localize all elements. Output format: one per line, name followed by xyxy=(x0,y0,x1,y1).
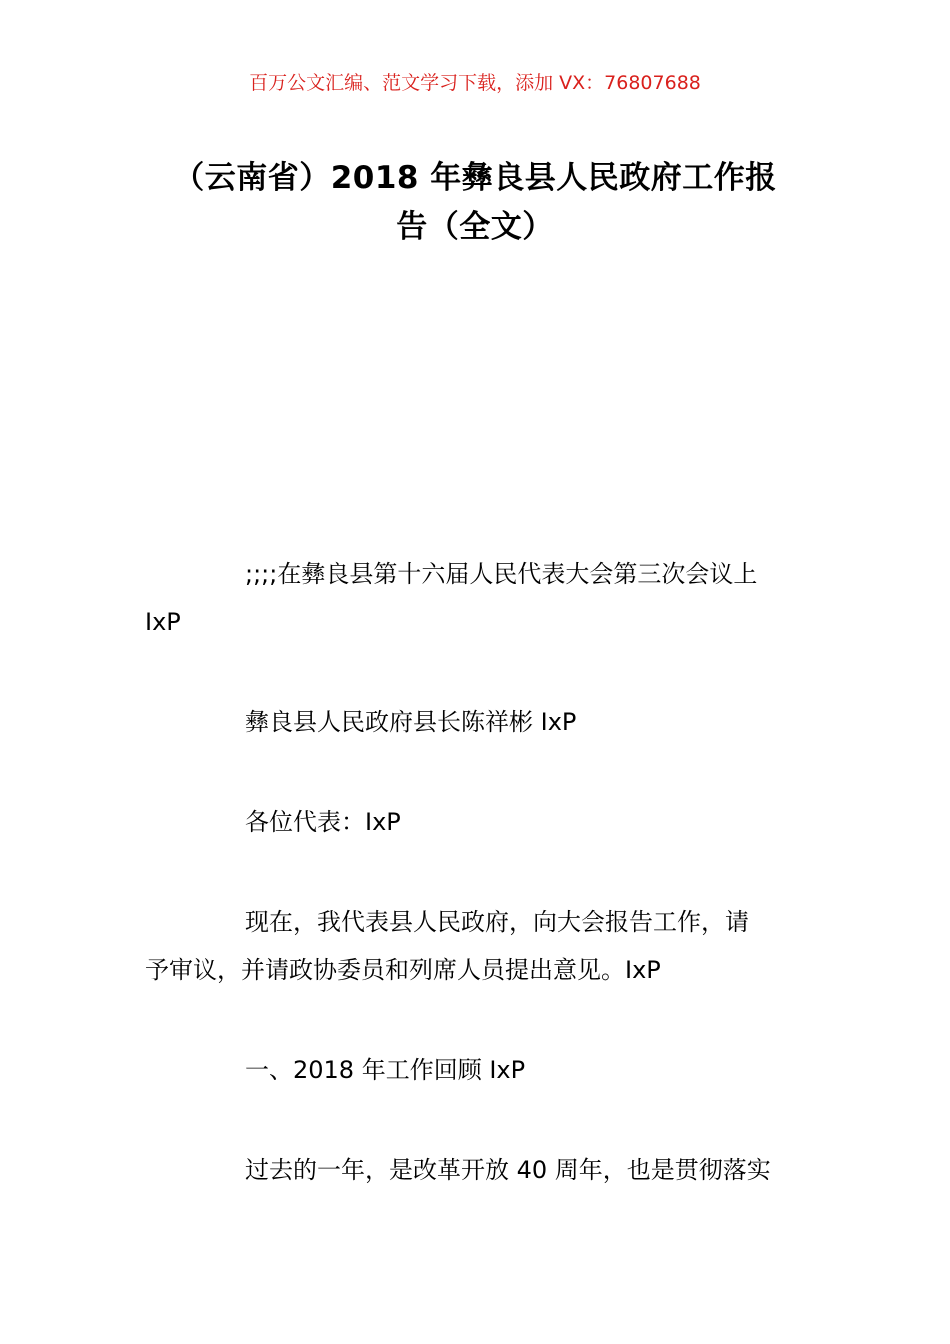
document-title-line-2: 告（全文） xyxy=(396,209,554,245)
paragraph-salutation: 各位代表：IxP xyxy=(245,808,401,836)
paragraph-venue-line-2: IxP xyxy=(145,608,181,636)
paragraph-venue-line-1: ;;;;在彝良县第十六届人民代表大会第三次会议上 xyxy=(245,560,758,588)
section-heading-review: 一、2018 年工作回顾 IxP xyxy=(245,1056,526,1084)
header-promo-note: 百万公文汇编、范文学习下载，添加 VX：76807688 xyxy=(249,72,701,94)
paragraph-review-line-1: 过去的一年，是改革开放 40 周年，也是贯彻落实 xyxy=(245,1156,771,1184)
paragraph-intro-line-2: 予审议，并请政协委员和列席人员提出意见。IxP xyxy=(145,956,661,984)
paragraph-speaker: 彝良县人民政府县长陈祥彬 IxP xyxy=(245,708,577,736)
paragraph-intro-line-1: 现在，我代表县人民政府，向大会报告工作，请 xyxy=(245,908,749,936)
document-title-line-1: （云南省）2018 年彝良县人民政府工作报 xyxy=(173,160,777,196)
